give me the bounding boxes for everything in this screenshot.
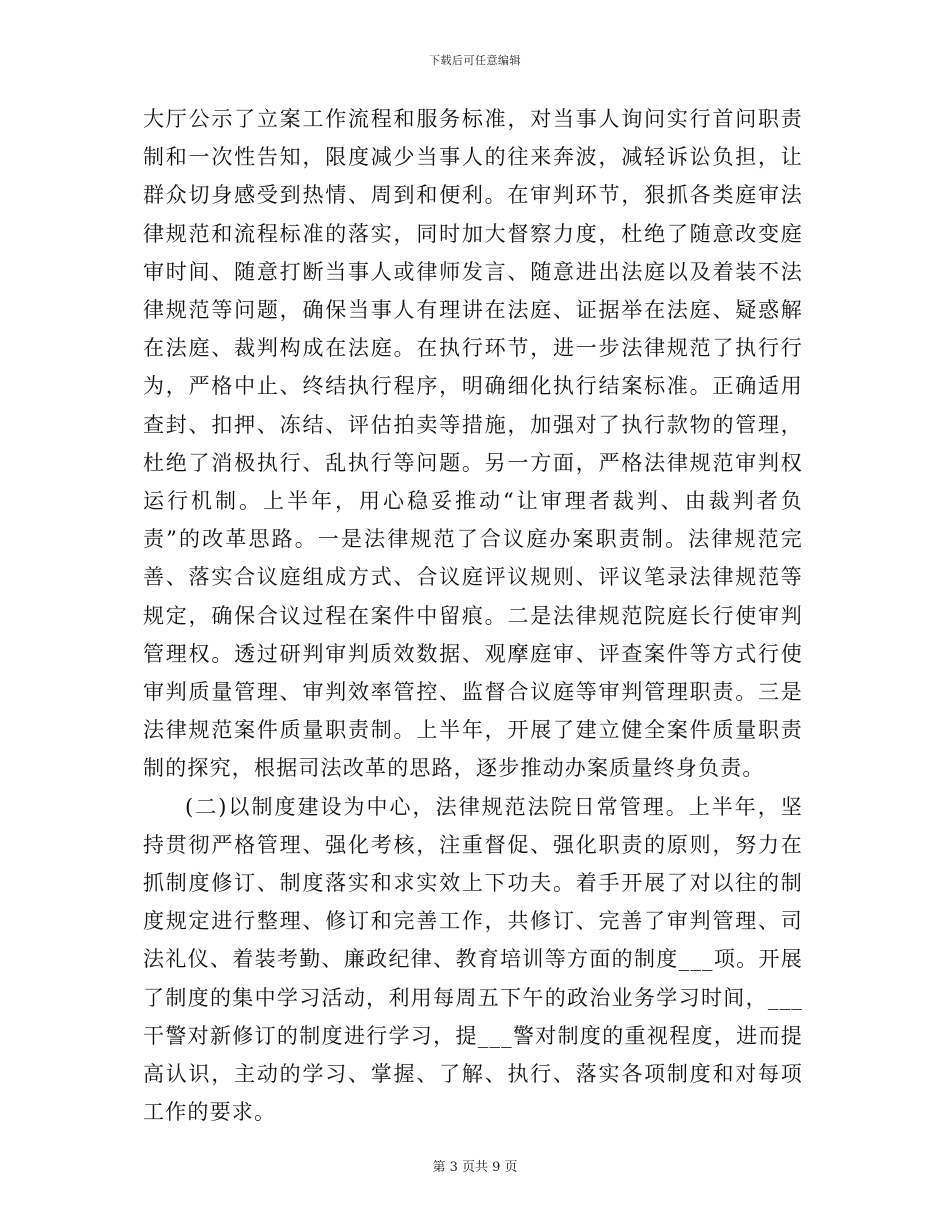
- document-body: [143, 100, 803, 1131]
- body-paragraph-1: 大厅公示了立案工作流程和服务标准，对当事人询问实行首问职责制和一次性告知，限度减少当事人的往来奔波，减轻诉讼负担，让群众切身感受到热情、周到和便利。在审判环节，狠抓各类庭审法律规范和流程标准的落实，同时加大督察力度，杜绝了随意改变庭审时间、随意打断当事人或律师发言、随意进出法庭以及着装不法律规范等问题，确保当事人有理讲在法庭、证据举在法庭、疑惑解在法庭、裁判构成在法庭。在执行环节，进一步法律规范了执行行为，严格中止、终结执行程序，明确细化执行结案标准。正确适用查封、扣押、冻结、评估拍卖等措施，加强对了执行款物的管理，杜绝了消极执行、乱执行等问题。另一方面，严格法律规范审判权运行机制。上半年，用心稳妥推动“让审理者裁判、由裁判者负责”的改革思路。一是法律规范了合议庭办案职责制。法律规范完善、落实合议庭组成方式、合议庭评议规则、评议笔录法律规范等规定，确保合议过程在案件中留痕。二是法律规范院庭长行使审判管理权。透过研判审判质效数据、观摩庭审、评查案件等方式行使审判质量管理、审判效率管控、监督合议庭等审判管理职责。三是法律规范案件质量职责制。上半年，开展了建立健全案件质量职责制的探究，根据司法改革的思路，逐步推动办案质量终身负责。: [143, 107, 803, 781]
- page-header: 下载后可任意编辑: [429, 54, 521, 67]
- body-paragraph-2: (二)以制度建设为中心，法律规范法院日常管理。上半年，坚持贯彻严格管理、强化考核，注重督促、强化职责的原则，努力在抓制度修订、制度落实和求实效上下功夫。着手开展了对以往的制度规定进行整理、修订和完善工作，共修订、完善了审判管理、司法礼仪、着装考勤、廉政纪律、教育培训等方面的制度___项。开展了制度的集中学习活动，利用每周五下午的政治业务学习时间，___干警对新修订的制度进行学习，提___警对制度的重视程度，进而提高认识，主动的学习、掌握、了解、执行、落实各项制度和对每项工作的要求。: [143, 794, 803, 1125]
- page-number-footer: 第 3 页共 9 页: [432, 1160, 518, 1175]
